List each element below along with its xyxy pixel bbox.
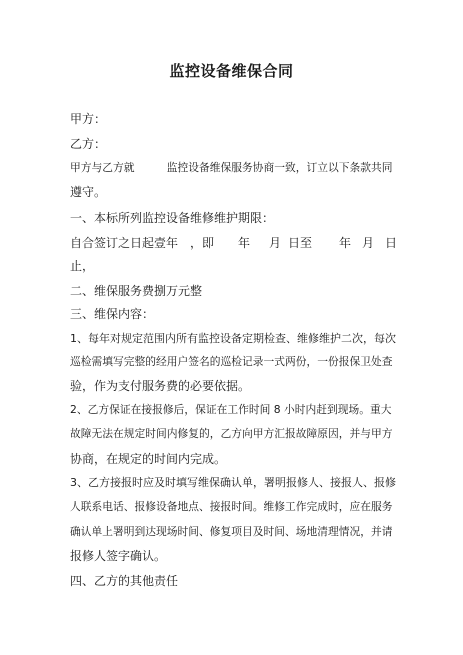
item-3-line-3 [70, 524, 396, 540]
agreement-text: 甲方与乙方就 监控设备维保服务协商一致，订立以下条款共同 [70, 161, 393, 174]
term-month-2: 月 [362, 236, 375, 250]
item-1-text-2: 巡检需填写完整的经用户签名的巡检记录一式两份，一份报保卫处查 [70, 355, 393, 368]
item-1-line-1 [70, 331, 396, 347]
party-b-line: 乙方： [70, 137, 107, 151]
section-4-heading: 四、乙方的其他责任 [70, 574, 179, 588]
item-3-line-2 [70, 499, 396, 515]
item-2-line-2 [70, 426, 396, 442]
item-1-line-2 [70, 354, 396, 370]
item-3-line-4: 报修人签字确认。 [70, 549, 167, 563]
document-title: 监控设备维保合同 [169, 62, 294, 80]
item-3-line-1 [70, 475, 396, 491]
term-year-2: 年 [339, 236, 352, 250]
term-start-text: 自合签订之日起壹年 ，即 [70, 236, 215, 250]
section-1-heading: 一、本标所列监控设备维修维护期限： [70, 211, 275, 225]
item-3-text-3: 确认单上署明到达现场时间、修复项目及时间、场地清理情况，并请 [70, 525, 393, 538]
item-2-text-2: 故障无法在规定时间内修复的，乙方向甲方汇报故障原因，并与甲方 [70, 427, 393, 440]
item-2-line-1 [70, 402, 396, 418]
agreement-line [70, 160, 396, 176]
term-month-1: 月 [269, 236, 282, 250]
item-2-line-3: 协商，在规定的时间内完成。 [70, 452, 227, 466]
section-3-heading: 三、维保内容： [70, 307, 155, 321]
agreement-line-cont: 遵守。 [70, 185, 107, 199]
term-line-cont: 止， [70, 259, 95, 273]
item-3-text-2: 人联系电话、报修设备地点、接报时间。维修工作完成时，应在服务 [70, 500, 393, 513]
item-1-text-1: 1、每年对规定范围内所有监控设备定期检查、维修维护二次，每次 [70, 332, 396, 345]
section-2-heading: 二、维保服务费捌万元整 [70, 284, 203, 298]
term-year-1: 年 [238, 236, 251, 250]
term-day-2: 日 [385, 236, 398, 250]
item-2-text-1: 2、乙方保证在接报修后，保证在工作时间 8 小时内赶到现场。重大 [70, 403, 392, 416]
party-a-line: 甲方： [70, 112, 107, 126]
term-day-1: 日至 [288, 236, 313, 250]
item-1-line-3: 验，作为支付服务费的必要依据。 [70, 379, 251, 393]
item-3-text-1: 3、乙方接报时应及时填写维保确认单，署明报修人、接报人、报修 [70, 476, 396, 489]
